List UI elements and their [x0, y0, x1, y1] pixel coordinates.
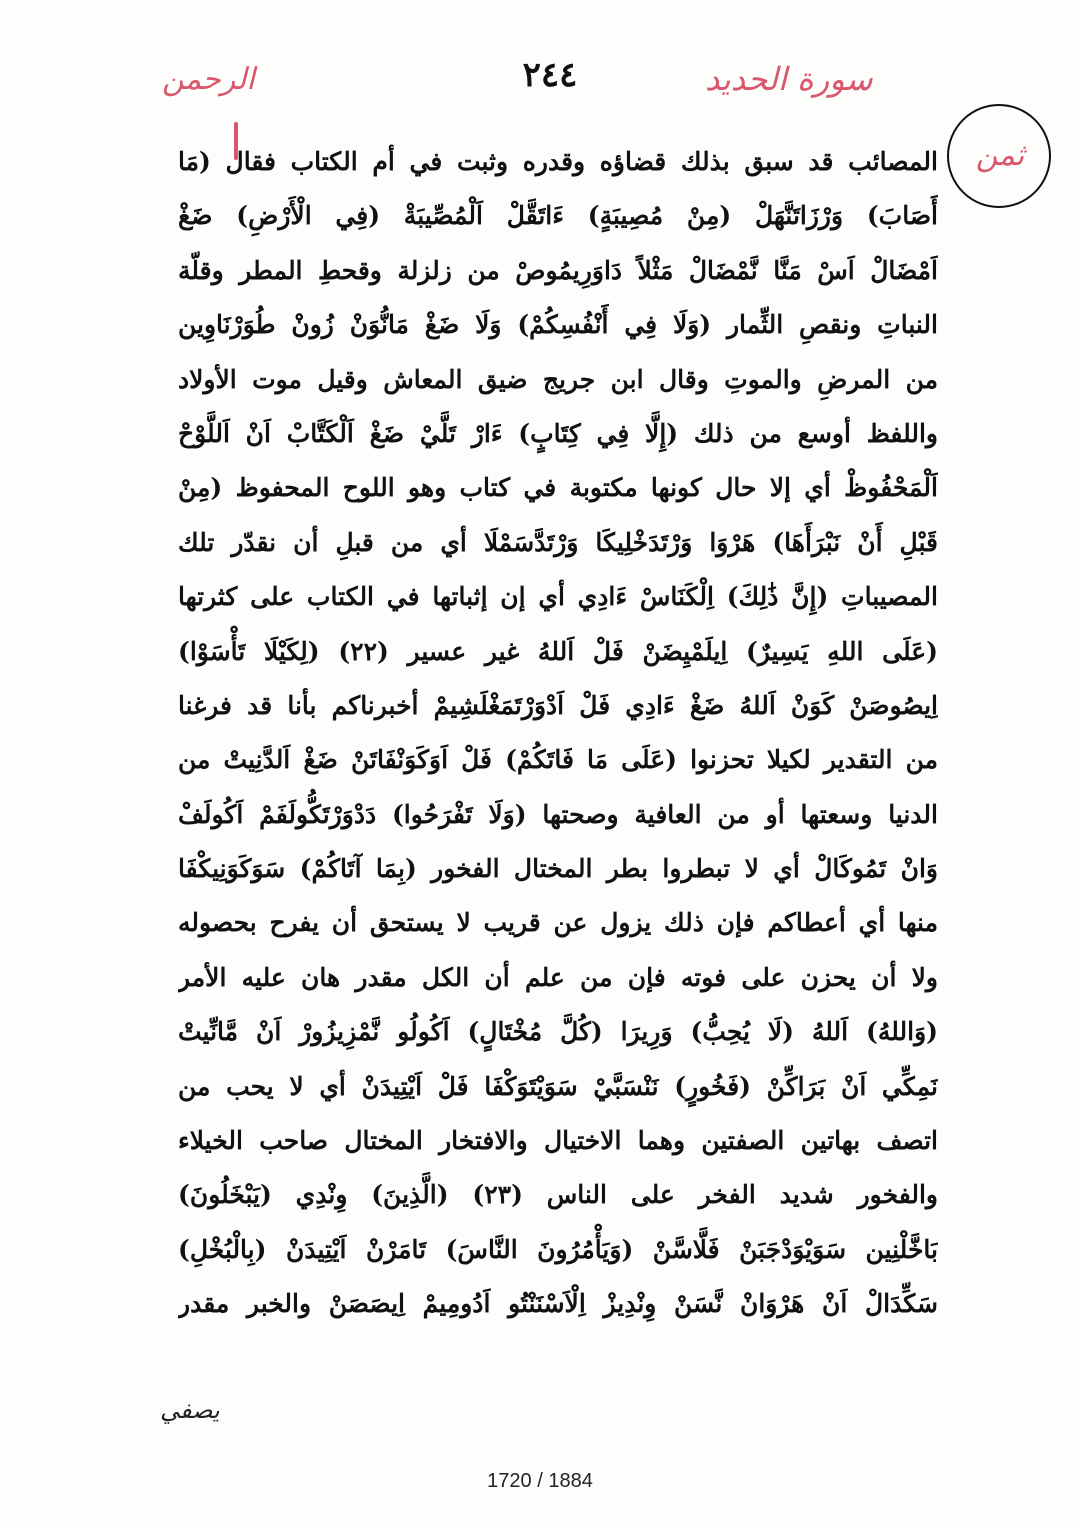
header-annotation-left: الرحمن	[162, 62, 255, 97]
text-line: (عَلَى اللهِ يَسِيرٌ) اِيلَمْيِضَنْ فَلْ اَللهُ غير عسير (٢٢) (لِكَيْلَا تَأْسَوْا)	[178, 636, 938, 666]
text-line: (وَاللهُ) اَللهُ (لَا يُحِبُّ) وَرِيرَا (كُلَّ مُخْتَالٍ) اَكُولُو نَّمْزِيزُورْ اَنْ مَّانِّيتْ	[178, 1017, 938, 1047]
text-line: نَمِكِّي اَنْ بَرَاكِّنْ (فَخُورٍ) نَنْسَبَّيْ سَوَيْتَوَكْفَا فَلْ اَيْتِيدَنْ أي لا يحب من	[178, 1071, 938, 1101]
text-line: الدنيا وسعتها أو من العافية وصحتها (وَلَا تَفْرَحُوا) دَدْوَرْتَكُّولَفَمْ اَكُولَفْ	[178, 799, 938, 829]
text-line: اِيصُوصَنْ كَوَنْ اَللهُ ضَغْ ءَادِي فَلْ اَدْوَرْتَمَغْلَشِيمْ أخبرناكم بأنا قد فرغنا	[178, 690, 938, 720]
text-line: سَكِّدَالْ اَنْ هَرْوَانْ نَّسَنْ وِنْدِيزْ اِلْاَسْنَنْتُو اَدُومِيمْ اِيصَصَنْ والخبر مقدر	[178, 1289, 938, 1319]
text-line: والفخور شديد الفخر على الناس (٢٣) (الَّذِينَ) وِنْدِي (يَبْخَلُونَ)	[178, 1180, 938, 1210]
text-line: اَمْضَالْ اَسْ مَنَّا نَّمْضَالْ مَثْلاً دَاوَرِيمُوصْ من زلزلة وقحطِ المطر وقلّة	[178, 255, 938, 285]
text-line: من المرضِ والموتِ وقال ابن جريج ضيق المعاش وقيل موت الأولاد	[178, 364, 938, 394]
text-line: المصيباتِ (إِنَّ ذَٰلِكَ) اِلْكَنَاسْ ءَادِي أي إن إثباتها في الكتاب على كثرتها	[178, 582, 938, 612]
text-line: وَانْ تَمُوكَالْ أي لا تبطروا بطر المختال الفخور (بِمَا آتَاكُمْ) سَوَكَوَنِيكْفَا	[178, 854, 938, 884]
margin-note: ثمن	[975, 138, 1025, 173]
text-line: منها أي أعطاكم فإن ذلك يزول عن قريب لا يستحق أن يفرح بحصوله	[178, 908, 938, 938]
text-line: من التقدير لكيلا تحزنوا (عَلَى مَا فَاتَكُمْ) فَلْ اَوَكَوَنْفَاتَنْ ضَغْ اَلدَّنِيتْ من	[178, 745, 938, 775]
text-line: اَلْمَحْفُوظْ أي إلا حال كونها مكتوبة في كتاب وهو اللوح المحفوظ (مِنْ	[178, 473, 938, 503]
catchword: يصفي	[160, 1396, 220, 1424]
text-line: واللفظ أوسع من ذلك (إِلَّا فِي كِتَابٍ) ءَارْ تَلَّيْ ضَغْ اَلْكَتَّابْ اَنْ اَللَّوْحْ	[178, 418, 938, 448]
page-indicator: 1720 / 1884	[487, 1470, 593, 1492]
page-number: ٢٤٤	[522, 55, 578, 95]
text-line: أَصَابَ) وَرْزَاتَنَّهَلْ (مِنْ مُصِيبَةٍ) ءَاتَقَّلْ اَلْمُصِّيبَةْ (فِي الْأَرْضِ) ضَغْ	[178, 201, 938, 231]
text-line: اتصف بهاتين الصفتين وهما الاختيال والافتخار المختال صاحب الخيلاء	[178, 1126, 938, 1156]
text-line: بَاخَّلْنِين سَوَيْوَدْجَبَنْ فَلَّاسَّنْ (وَيَأْمُرُونَ النَّاسَ) تَامَرْنْ اَيْتِيدَنْ (بِالْبُخْلِ)	[178, 1234, 938, 1264]
text-line: ولا أن يحزن على فوته فإن من علم أن الكل مقدر هان عليه الأمر	[178, 962, 938, 992]
header-annotation-right: سورة الحديد	[705, 60, 873, 98]
body-text	[178, 135, 938, 1332]
text-line: قَبْلِ أَنْ نَبْرَأَهَا) هَرْوَا وَرْتَدَخْلِيكَا وَرْتَدَّسَمْلَا أي من قبلِ أن نقدّر تلك	[178, 527, 938, 557]
text-line: النباتِ ونقصِ الثِّمار (وَلَا فِي أَنْفُسِكُمْ) وَلَا ضَغْ مَانُّوَنْ زُونْ طُوَرْنَاوِين	[178, 310, 938, 340]
text-line: المصائب قد سبق بذلك قضاؤه وقدره وثبت في أم الكتاب فقال (مَا	[178, 147, 938, 176]
